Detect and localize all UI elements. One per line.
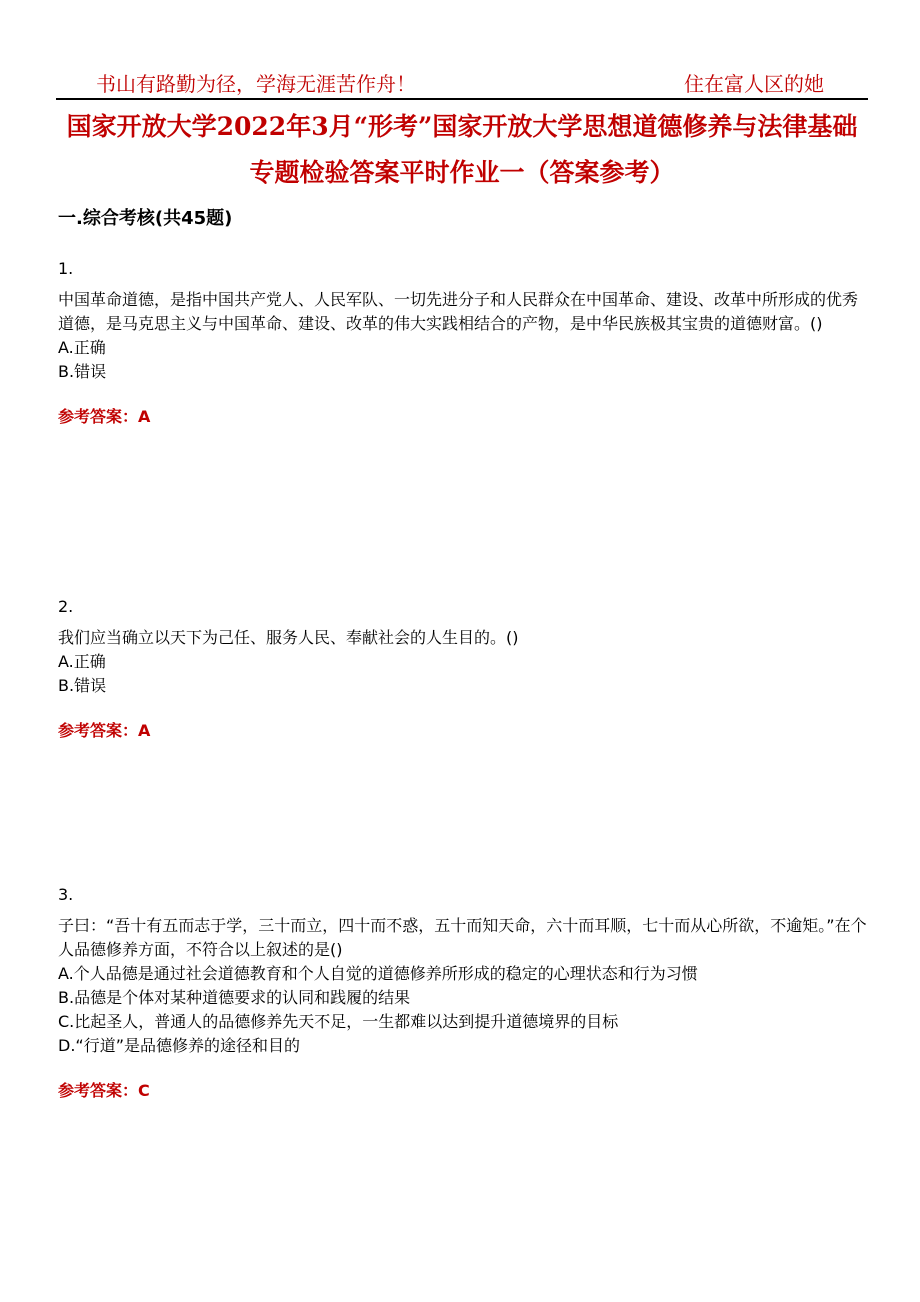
page-header [56, 64, 868, 100]
question-number: 3. [58, 885, 74, 904]
reference-answer: 参考答案：C [58, 1081, 150, 1100]
question-1 [58, 258, 868, 428]
header-motto: 书山有路勤为径，学海无涯苦作舟！ [96, 72, 416, 96]
option-b: B.品德是个体对某种道德要求的认同和践履的结果 [58, 988, 411, 1007]
header-author: 住在富人区的她 [684, 72, 824, 96]
option-a: A.正确 [58, 338, 106, 357]
option-b: B.错误 [58, 676, 107, 695]
question-stem: 中国革命道德，是指中国共产党人、人民军队、一切先进分子和人民群众在中国革命、建设、改革中所形成的优秀道德，是马克思主义与中国革命、建设、改革的伟大实践相结合的产物，是中华民族极其宝贵的道德财富。() [58, 290, 859, 333]
question-stem: 我们应当确立以天下为己任、服务人民、奉献社会的人生目的。() [58, 628, 519, 647]
option-b: B.错误 [58, 362, 107, 381]
option-c: C.比起圣人，普通人的品德修养先天不足，一生都难以达到提升道德境界的目标 [58, 1012, 619, 1031]
document-title: 国家开放大学2022年3月“形考”国家开放大学思想道德修养与法律基础专题检验答案平时作业一（答案参考） [66, 112, 858, 187]
question-number: 1. [58, 259, 74, 278]
option-d: D.“行道”是品德修养的途径和目的 [58, 1036, 300, 1055]
question-stem: 子曰：“吾十有五而志于学，三十而立，四十而不惑，五十而知天命，六十而耳顺，七十而从心所欲，不逾矩。”在个人品德修养方面，不符合以上叙述的是() [58, 916, 867, 959]
section-heading: 一.综合考核(共45题) [58, 208, 233, 229]
question-3 [58, 884, 868, 1102]
question-number: 2. [58, 597, 74, 616]
question-2 [58, 596, 868, 742]
option-a: A.正确 [58, 652, 106, 671]
reference-answer: 参考答案：A [58, 407, 151, 426]
reference-answer: 参考答案：A [58, 721, 151, 740]
option-a: A.个人品德是通过社会道德教育和个人自觉的道德修养所形成的稳定的心理状态和行为习惯 [58, 964, 698, 983]
